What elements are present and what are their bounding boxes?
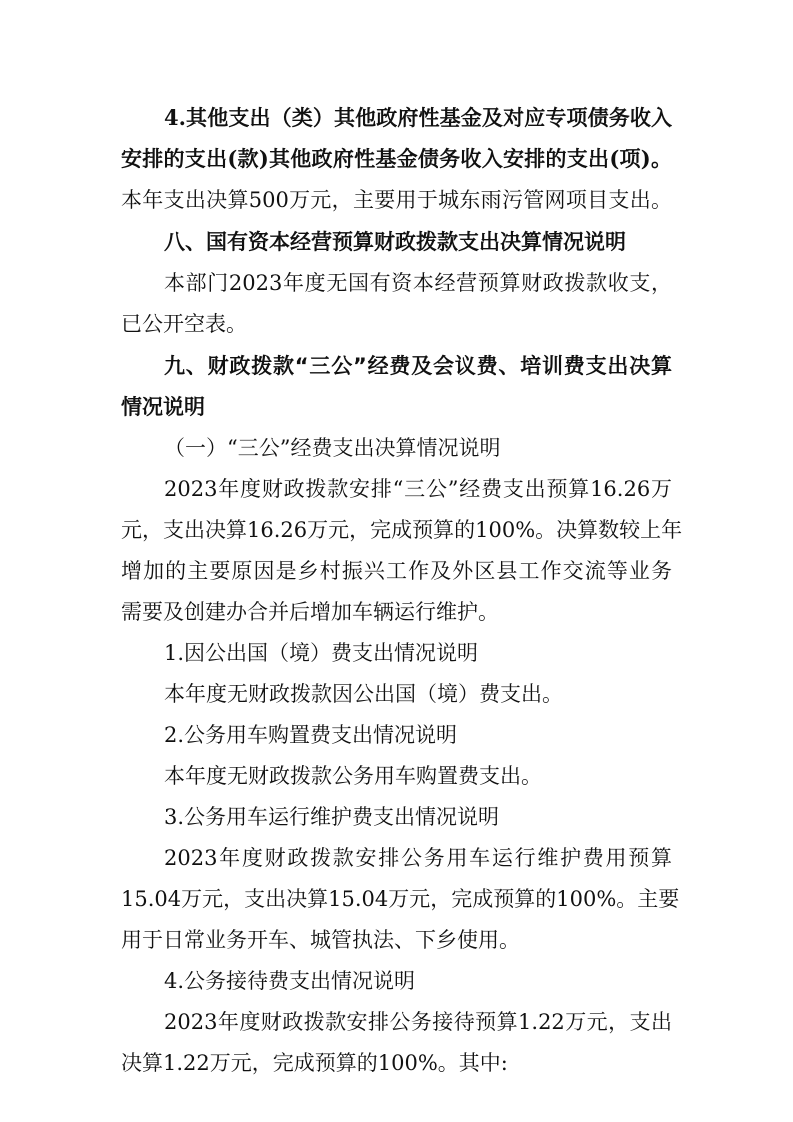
paragraph-line: 15.04万元，支出决算15.04万元，完成预算的100%。主要	[121, 887, 680, 911]
subsection-heading-4-cont: 安排的支出(款)其他政府性基金债务收入安排的支出(项)。	[121, 146, 672, 171]
paragraph-line: 用于日常业务开车、城管执法、下乡使用。	[121, 928, 520, 952]
subsection-heading-1: （一）“三公”经费支出决算情况说明	[164, 436, 501, 460]
paragraph-line: 本年支出决算500万元，主要用于城东雨污管网项目支出。	[121, 188, 672, 212]
paragraph-line: 本部门2023年度无国有资本经营预算财政拨款收支，	[164, 271, 672, 295]
paragraph-line: 已公开空表。	[121, 312, 247, 336]
paragraph-line: 2023年度财政拨款安排公务接待预算1.22万元，支出	[164, 1010, 672, 1034]
section-heading-8: 八、国有资本经营预算财政拨款支出决算情况说明	[164, 230, 626, 254]
section-heading-9: 九、财政拨款“三公”经费及会议费、培训费支出决算	[164, 354, 672, 378]
item-heading-1: 1.因公出国（境）费支出情况说明	[164, 641, 479, 665]
paragraph-line: 元，支出决算16.26万元，完成预算的100%。决算数较上年	[121, 518, 683, 542]
paragraph-line: 本年度无财政拨款因公出国（境）费支出。	[164, 682, 563, 706]
paragraph-line: 2023年度财政拨款安排公务用车运行维护费用预算	[164, 846, 672, 870]
item-heading-4: 4.公务接待费支出情况说明	[164, 969, 416, 993]
paragraph-line: 本年度无财政拨款公务用车购置费支出。	[164, 764, 542, 788]
paragraph-line: 需要及创建办合并后增加车辆运行维护。	[121, 600, 499, 624]
item-heading-3: 3.公务用车运行维护费支出情况说明	[164, 805, 500, 829]
subsection-heading-4: 4.其他支出（类）其他政府性基金及对应专项债务收入	[164, 105, 672, 130]
paragraph-line: 2023年度财政拨款安排“三公”经费支出预算16.26万	[164, 477, 672, 501]
item-heading-2: 2.公务用车购置费支出情况说明	[164, 723, 458, 747]
paragraph-line: 决算1.22万元，完成预算的100%。其中:	[121, 1051, 508, 1075]
section-heading-9-cont: 情况说明	[121, 395, 205, 419]
paragraph-line: 增加的主要原因是乡村振兴工作及外区县工作交流等业务	[121, 559, 672, 583]
